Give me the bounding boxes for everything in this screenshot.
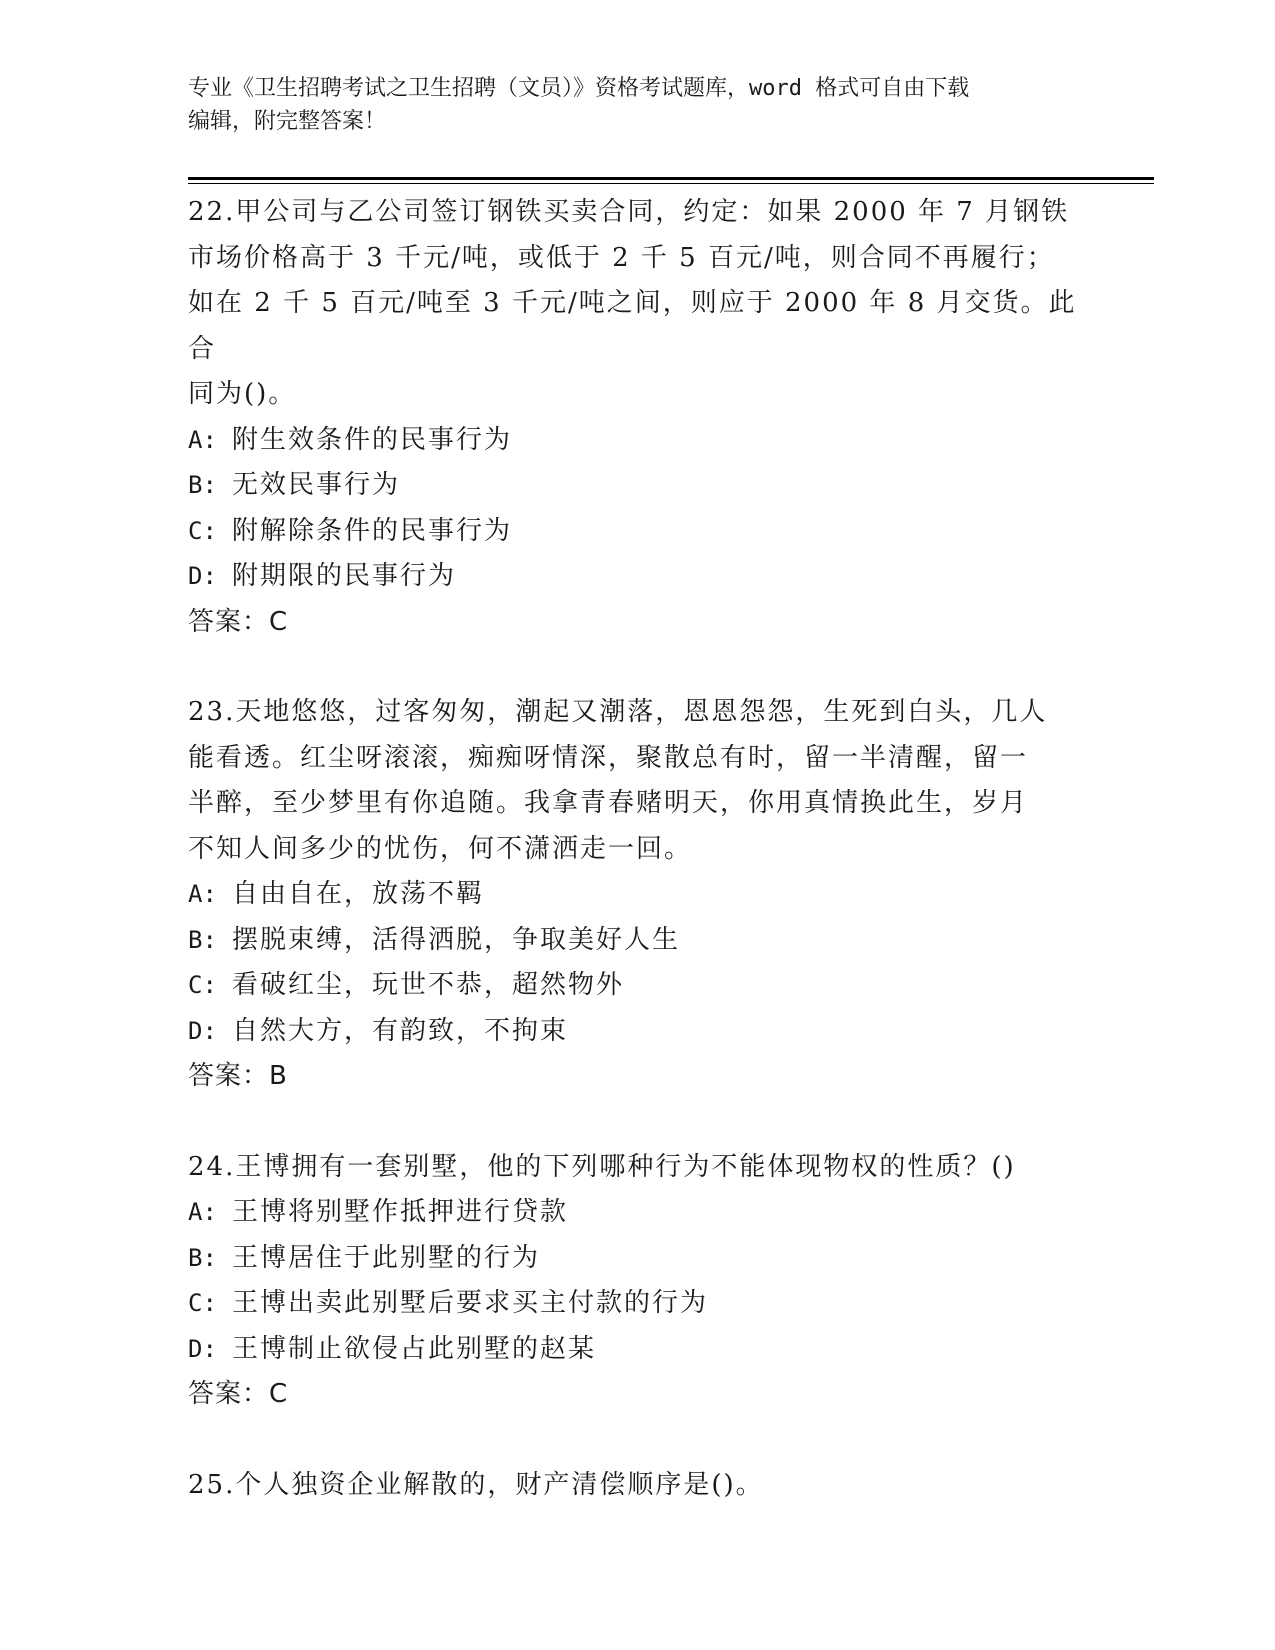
option-letter: A: (188, 425, 217, 454)
option-b (188, 918, 1088, 964)
question-line: 半醉，至少梦里有你追随。我拿青春赌明天，你用真情换此生，岁月 (188, 788, 1029, 818)
option-letter: A: (188, 880, 217, 908)
option-text: 看破红尘，玩世不恭，超然物外 (232, 970, 625, 1000)
option-d (188, 1327, 1088, 1373)
question-line: 同为()。 (188, 379, 297, 409)
question-22 (188, 190, 1088, 645)
option-d (188, 1009, 1088, 1055)
question-spacer (188, 1100, 1088, 1145)
question-line: 24.王博拥有一套别墅，他的下列哪种行为不能体现物权的性质？() (188, 1151, 1016, 1182)
option-a (188, 418, 1088, 464)
option-d (188, 554, 1088, 600)
option-b (188, 1236, 1088, 1282)
option-text: 附生效条件的民事行为 (232, 424, 513, 455)
option-text: 附解除条件的民事行为 (232, 515, 513, 546)
question-23 (188, 690, 1088, 1100)
question-line: 市场价格高于 3 千元/吨，或低于 2 千 5 百元/吨，则合同不再履行； (188, 242, 1055, 273)
option-c (188, 963, 1088, 1009)
question-line: 22.甲公司与乙公司签订钢铁买卖合同，约定：如果 2000 年 7 月钢铁 (188, 197, 1070, 227)
question-list (188, 190, 1088, 1508)
option-letter: C: (188, 516, 217, 545)
question-spacer (188, 1418, 1088, 1463)
answer-line: 答案：B (188, 1061, 288, 1091)
question-line: 不知人间多少的忧伤，何不潇洒走一回。 (188, 833, 693, 864)
header-line-1: 专业《卫生招聘考试之卫生招聘（文员）》资格考试题库，word 格式可自由下载 (188, 76, 970, 101)
option-letter: C: (188, 1289, 217, 1317)
answer-line: 答案：C (188, 1379, 289, 1409)
question-spacer (188, 645, 1088, 690)
header-line-2: 编辑，附完整答案！ (188, 109, 387, 134)
option-b (188, 463, 1088, 509)
option-letter: B: (188, 925, 217, 954)
question-line: 25.个人独资企业解散的，财产清偿顺序是()。 (188, 1469, 764, 1500)
answer-line: 答案：C (188, 606, 289, 637)
option-text: 无效民事行为 (232, 470, 401, 500)
option-a (188, 1190, 1088, 1236)
option-letter: C: (188, 971, 217, 999)
option-letter: D: (188, 562, 217, 590)
question-24 (188, 1145, 1088, 1418)
option-c (188, 509, 1088, 555)
option-text: 王博居住于此别墅的行为 (232, 1242, 541, 1273)
option-text: 王博将别墅作抵押进行贷款 (232, 1197, 569, 1227)
option-text: 王博制止欲侵占此别墅的赵某 (232, 1333, 597, 1364)
page-header (188, 72, 1088, 138)
option-a (188, 872, 1088, 918)
question-line: 能看透。红尘呀滚滚，痴痴呀情深，聚散总有时，留一半清醒，留一 (188, 742, 1029, 773)
option-text: 王博出卖此别墅后要求买主付款的行为 (232, 1288, 709, 1318)
question-line: 23.天地悠悠，过客匆匆，潮起又潮落，恩恩怨怨，生死到白头，几人 (188, 697, 1048, 727)
option-text: 自由自在，放荡不羁 (232, 879, 485, 909)
option-letter: A: (188, 1198, 217, 1226)
option-c (188, 1281, 1088, 1327)
option-text: 自然大方，有韵致，不拘束 (232, 1015, 569, 1046)
option-text: 附期限的民事行为 (232, 561, 457, 591)
question-25 (188, 1463, 1088, 1509)
question-line: 如在 2 千 5 百元/吨至 3 千元/吨之间，则应于 2000 年 8 月交货。此合 (188, 288, 1077, 364)
option-letter: B: (188, 1243, 217, 1272)
option-letter: D: (188, 1016, 217, 1045)
option-text: 摆脱束缚，活得洒脱，争取美好人生 (232, 924, 681, 955)
header-divider-thin (188, 183, 1154, 184)
option-letter: B: (188, 471, 217, 499)
option-letter: D: (188, 1334, 217, 1363)
header-divider-thick (188, 177, 1154, 180)
